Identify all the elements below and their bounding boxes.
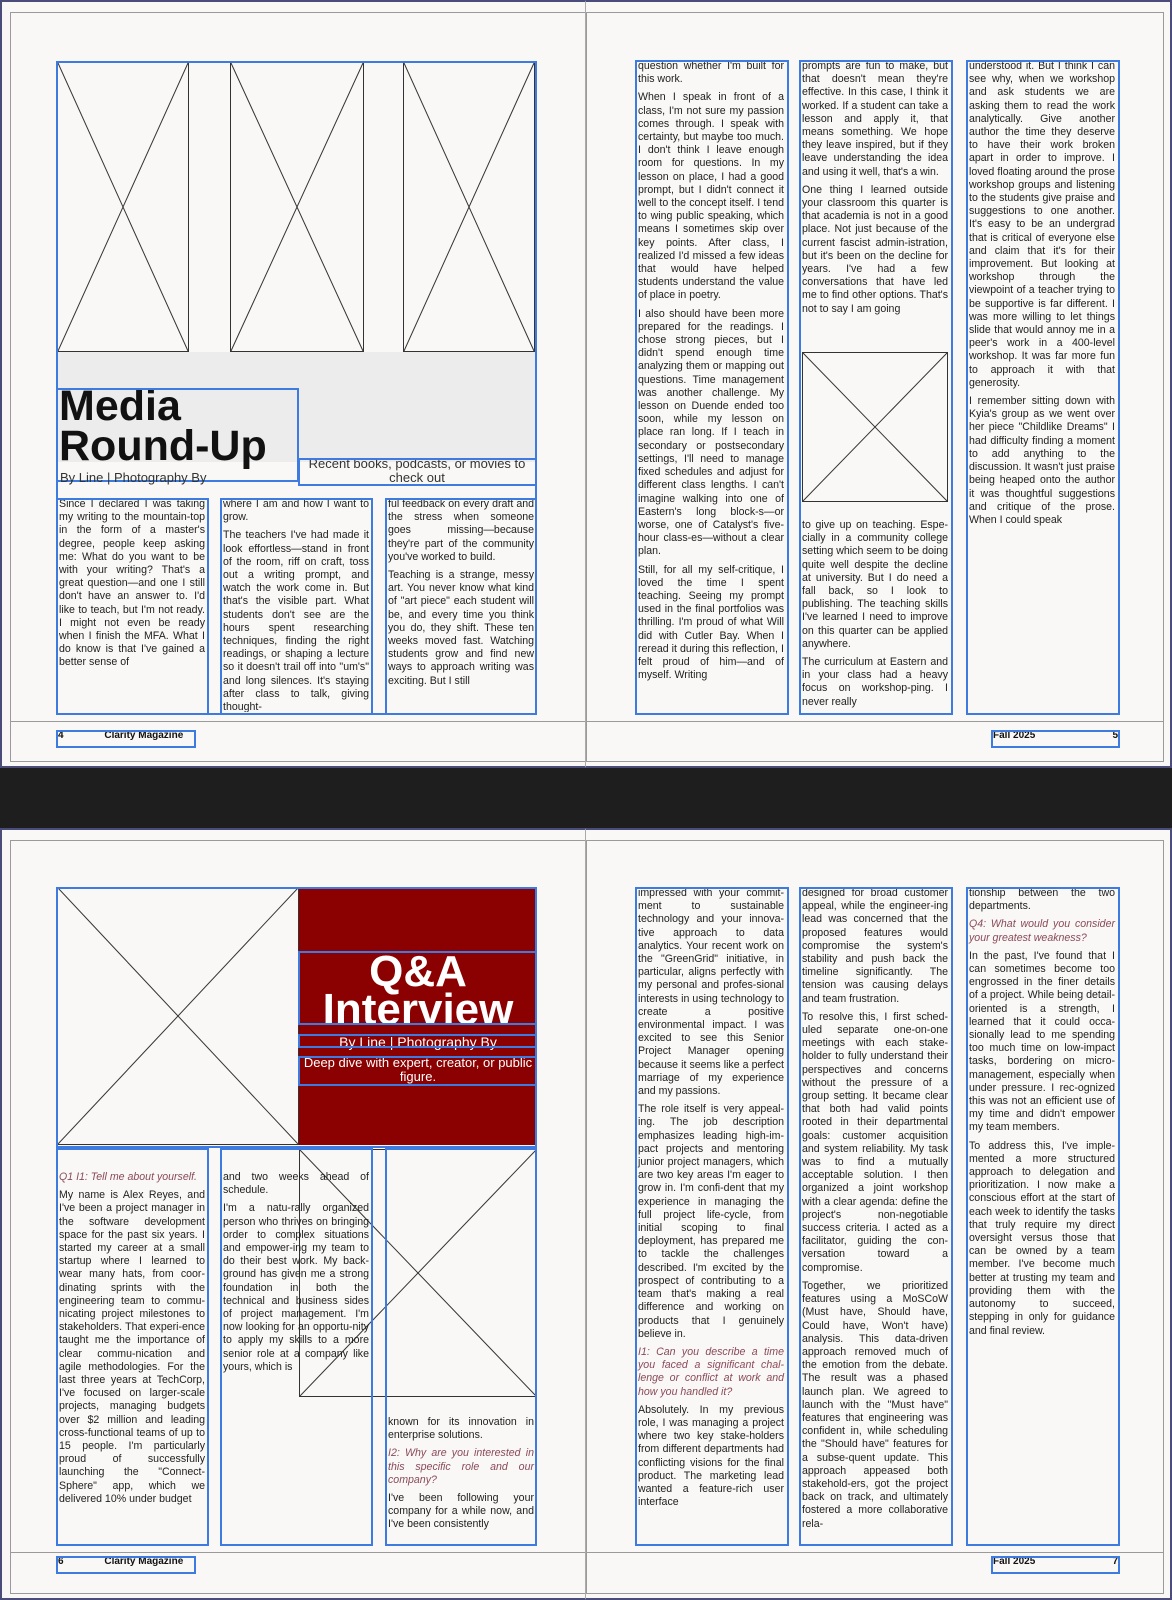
column-frame-3 [385, 1148, 537, 1546]
paragraph: impressed with your commit-ment to sustainable technology and your innova-tive approach to data analytics. Your recent work on the "GreenGrid" initiative, in particular, aligns perfectly with my personal and profes-sional interests in using technology to create a positive environmental impact. I was excited to see this Senior Project Manager opening because it seems like a perfect marriage of my experience and my passions. [638, 887, 784, 1098]
footer-rule [586, 1552, 1164, 1553]
footer-left-frame [56, 1556, 196, 1574]
paragraph: prompts are fun to make, but that doesn't mean they're effective. In this case, I think it worked. If a student can take a lesson and apply it, that means something. We hope they leave inspired, but if they leave understanding the idea and using it well, that's a win. [802, 60, 948, 178]
paragraph: The curriculum at Eastern and in your class had a heavy focus on workshop-ping. I never really [802, 656, 948, 708]
page-6 [0, 828, 586, 1600]
paragraph: In the past, I've found that I can sometimes become too engrossed in the finer details of a project. While being detail-oriented is a strength, I learned that it could occa-sionally lead to me spending too much time on low-impact tasks, bordering on micro-management, especially when under pressure. I rec-ognized this was not an efficient use of my time and didn't empower my team members. [969, 949, 1115, 1134]
paragraph: where I am and how I want to grow. [223, 498, 369, 524]
dek-frame [298, 458, 537, 486]
footer-right-frame [991, 730, 1120, 748]
page-7 [586, 828, 1172, 1600]
title-interview: Interview [322, 985, 514, 1034]
paragraph: The teachers I've had made it look effortless—stand in front of the room, riff on craft, toss out a writing prompt, and watch the work come in. But that's the visible part. What students don't see are the hours spent researching techniques, finding the right readings, or shaping a lecture so it doesn't trail off into "um's" and long silences. It's staying after class to talk, giving thought- [223, 529, 369, 712]
paragraph: question whether I'm built for this work. [638, 60, 784, 86]
byline: By Line | Photography By [339, 1034, 497, 1050]
paragraph: Teaching is a strange, messy art. You never know what kind of "art piece" each student will be, and every time you think you do, they shift. These ten weeks moved fast. Watching students grow and find new ways to approach writing was exciting. But I still [388, 569, 534, 687]
column-frame-3 [385, 498, 537, 715]
column-frame-1 [56, 1148, 209, 1546]
footer-rule [586, 721, 1164, 722]
paragraph: Still, for all my self-critique, I loved the time I spent teaching. Seeing my prompt used in the final portfolios was thrilling. I'm proud of what Will did with Cutler Bay. When I reread it during this reflection, I felt proud of him—and of myself. Writing [638, 563, 784, 682]
paragraph: To resolve this, I first sched-uled separate one-on-one meetings with each stake-holder to fully understand their perspectives and concerns without the pressure of a group setting. It became clear that both had valid points rooted in their departmental goals: customer acquisition and system reliability. My task was to find a mutually acceptable solution. I then organized a joint workshop with a clear agenda: define the project's non-negotiable success criteria. I acted as a facilitator, guiding the con-versation toward a compromise. [802, 1010, 948, 1274]
page-number: 7 [1112, 1556, 1118, 1567]
paragraph: The role itself is very appeal-ing. The job description emphasizes leading high-im-pact projects and mentoring junior project managers, which are two key areas I'm eager to grow in. I'm confi-dent that my experience in managing the full project life-cycle, from initial scoping to final deployment, has prepared me to tackle the challenges described. I'm excited by the prospect of contributing to a team that's making a real difference and working on products that I genuinely believe in. [638, 1103, 784, 1340]
paragraph: to give up on teaching. Espe-cially in a community college setting which seem to be doing quite well despite the decline at university. But I do need a fall back, so I look to publishing. The teaching skills I've learned I need to improve on this quarter can be applied anywhere. [802, 519, 948, 650]
issue-date: Fall 2025 [993, 1556, 1036, 1567]
paragraph: Together, we prioritized features using a MoSCoW (Must have, Should have, Could have, Won't have) analysis. This data-driven approach removed much of the emotion from the debate. The result was a phased launch plan. We agreed to launch with the "Must have" features that engineering was confident in, while scheduling the "Should have" features for a subse-quent update. This approach appeased both stakehold-ers, got the project back on track, and ultimately fostered a more collaborative rela- [802, 1279, 948, 1530]
page-5 [586, 0, 1172, 768]
title-frame [56, 382, 299, 482]
footer-left-frame [56, 730, 196, 748]
paragraph: When I speak in front of a class, I'm not sure my passion comes through. I speak with certainty, but maybe too much. I don't think I leave enough room for questions. In my lesson on place, I had a good prompt, but I didn't connect it well to the concept itself. I tend to wing public speaking, which means I sometimes skip over key points. After class, I realized I'd missed a few ideas that would have helped students understand the value of place in poetry. [638, 91, 784, 302]
paragraph: ful feedback on every draft and the stress when someone goes missing—because they're part of the community you've worked to build. [388, 498, 534, 563]
paragraph: tionship between the two departments. [969, 887, 1115, 913]
title-line-2: Round-Up [59, 422, 267, 470]
dek: Recent books, podcasts, or movies to check out [308, 456, 526, 485]
paragraph: Since I declared I was taking my writing to the mountain-top in the form of a master's degree, people keep asking me: What do you want to be with your writing? That's a great question—and one I still don't have an answer to. I'd like to teach, but I'm not ready. I might not even be ready when I finish the MFA. What I do know is that I've gained a better sense of [59, 498, 205, 669]
footer-rule [10, 721, 586, 722]
paragraph: Q4: What would you consider your greatest weakness? [969, 918, 1115, 944]
page-number: 6 [58, 1556, 64, 1567]
paragraph: understood it. But I think I can see why, when we workshop and ask students we are asking them to read the work analytically. Give another author the time they deserve to have their work broken apart in order to improve. I loved floating around the prose workshop groups and listening to the students give praise and suggestions to one another. It's easy to be an undergrad that is critical of everyone else and claim that it's for their improvement. But looking at workshop through the viewpoint of a teacher trying to be supportive is far different. I was more willing to let things slide that would annoy me in a peer's work in a 400-level workshop. It was far more fun to approach it with that generosity. [969, 60, 1115, 389]
issue-date: Fall 2025 [993, 730, 1036, 741]
title-qa: Q&A [369, 947, 467, 996]
paragraph: Q1 I1: Tell me about yourself. [59, 1171, 197, 1183]
paragraph: I1: Can you describe a time you faced a significant chal-lenge or conflict at work and how you handled it? [638, 1345, 784, 1398]
paragraph: I2: Why are you interested in this specific role and our company? [388, 1447, 534, 1486]
paragraph: I'm a natu-rally organized person who thrives on bringing order to complex situations and empower-ing my team to do their best work. My back-ground has given me a strong foundation in both the technical and business sides of project management. I'm now looking for an opportu-nity to apply my skills to a more senior role at a company like yours, which is [223, 1202, 369, 1373]
column-frame-4 [635, 887, 789, 1546]
footer-rule [10, 1552, 586, 1553]
byline: By Line | Photography By [60, 470, 207, 485]
page-4 [0, 0, 586, 768]
column-frame-6 [966, 60, 1120, 715]
title-line-1: Media [59, 382, 181, 430]
column-frame-4 [635, 60, 789, 715]
column-frame-5 [799, 887, 953, 1546]
dek: Deep dive with expert, creator, or public figure. [303, 1055, 533, 1084]
column-frame-6 [966, 887, 1120, 1546]
paragraph: I also should have been more prepared for the readings. I chose strong pieces, but I didn't spend enough time analyzing them or mapping out questions. Time management was another challenge. My lesson on Duende ended too soon, while my lesson on place ran long. If I teach in secondary or postsecondary settings, I'll need to manage fixed schedules and adjust for different class lengths. I can't imagine walking into one of Eastern's long block-s—or worse, one of Catalyst's five-hour class-es—without a clear plan. [638, 307, 784, 558]
spread-gap [0, 768, 1172, 828]
magazine-name: Clarity Magazine [104, 1556, 184, 1567]
magazine-name: Clarity Magazine [104, 730, 184, 741]
image-frame [56, 887, 537, 1148]
paragraph: known for its innovation in enterprise solutions. [388, 1416, 534, 1442]
column-frame-2 [220, 1148, 373, 1546]
paragraph: One thing I learned outside your classroom this quarter is that academia is not in a good place. Not just because of the current fascist admin-istration, but it's been on the decline for years. I've had a few conversations that have led me to find other options. That's not to say I am going [802, 183, 948, 315]
page-number: 4 [58, 730, 64, 741]
paragraph: To address this, I've imple-mented a more structured approach to delegation and prioritization. I now make a conscious effort at the start of each week to identify the tasks that truly require my direct oversight versus those that can be owned by a team member. I've become much better at trusting my team and providing them with the autonomy to succeed, stepping in only for guidance and final review. [969, 1139, 1115, 1337]
paragraph: I remember sitting down with Kyia's group as we went over her piece "Childlike Dreams" I had difficulty finding a moment to add anything to the discussion. It wasn't just praise being heaped onto the author it was thoughtful suggestions and critique of the prose. When I could speak [969, 395, 1115, 526]
page-number: 5 [1112, 730, 1118, 741]
footer-right-frame [991, 1556, 1120, 1574]
paragraph: designed for broad customer appeal, while the engineer-ing lead was concerned that the proposed features would compromise the system's stability and push back the timeline significantly. The tension was causing delays and team frustration. [802, 887, 948, 1005]
paragraph: My name is Alex Reyes, and I've been a project manager in the software development space for the past six years. I started my career at a small startup where I learned to wear many hats, from coor-dinating sprints with the engineering team to commu-nicating project milestones to stakeholders. That experi-ence taught me the importance of clear commu-nication and agile methodologies. For the last three years at TechCorp, I've focused on larger-scale projects, managing budgets over $2 million and leading cross-functional teams of up to 15 people. I'm particularly proud of successfully launching the "Connect-Sphere" app, which we delivered 10% under budget [59, 1189, 205, 1505]
column-frame-2 [220, 498, 373, 715]
column-frame-1 [56, 498, 209, 715]
paragraph: Absolutely. In my previous role, I was managing a project where two key stake-holders from different departments had conflicting visions for the final product. The marketing lead wanted a feature-rich user interface [638, 1403, 784, 1509]
paragraph: and two weeks ahead of schedule. [223, 1171, 369, 1197]
paragraph: I've been following your company for a while now, and I've been consistently [388, 1492, 534, 1531]
column-frame-5 [799, 60, 953, 715]
